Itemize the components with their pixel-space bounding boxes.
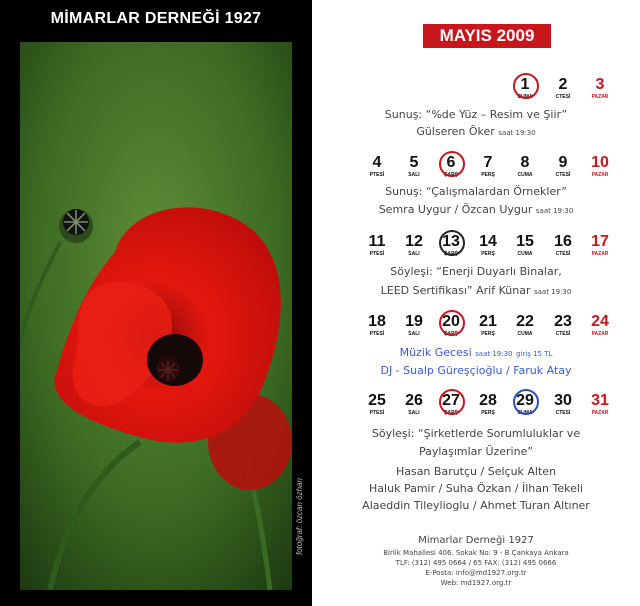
event-5-speakers-3: Alaeddin Tileylioglu / Ahmet Turan Altıner: [362, 499, 590, 512]
highlight-circle: [439, 151, 465, 177]
day-11: 11 PTESİ: [368, 233, 386, 257]
event-3-title: Söyleşi: “Enerji Duyarlı Binalar,: [390, 265, 562, 278]
day-3: 3 PAZAR: [591, 76, 609, 100]
event-1-title: Sunuş: “%de Yüz – Resim ve Şiir”: [384, 108, 568, 121]
event-4-performers: DJ - Sualp Güreşçioğlu / Faruk Atay: [380, 364, 572, 377]
day-14: 14 PERŞ: [479, 233, 497, 257]
event-5-subtitle: Paylaşımlar Üzerine”: [418, 445, 534, 458]
day-8: 8 CUMA: [517, 154, 533, 178]
highlight-circle: [513, 389, 539, 415]
event-2-presenter: Semra Uygur / Özcan Uygur saat 19:30: [378, 203, 574, 216]
day-4: 4 PTESİ: [369, 154, 385, 178]
calendar-panel: [312, 0, 640, 606]
day-15: 15 CUMA: [516, 233, 534, 257]
day-29: 29 CUMA: [510, 392, 540, 416]
highlight-circle: [439, 230, 465, 256]
event-4-title: Müzik Gecesi saat 19:30 giriş 15 TL: [399, 346, 553, 359]
event-2-title: Sunuş: “Çalışmalardan Örnekler”: [385, 185, 567, 198]
footer-address: Birlik Mahallesi 406. Sokak No: 9 - B Çankaya Ankara: [383, 549, 569, 557]
association-title: MİMARLAR DERNEĞİ 1927: [50, 10, 262, 27]
day-9: 9 CTESİ: [555, 154, 571, 178]
day-24: 24 PAZAR: [591, 313, 609, 337]
day-23: 23 CTESİ: [554, 313, 572, 337]
day-2: 2 CTESİ: [555, 76, 571, 100]
event-5-speakers-1: Hasan Barutçu / Selçuk Alten: [395, 465, 557, 478]
event-1-presenter: Gülseren Öker saat 19:30: [416, 125, 536, 138]
day-1: 1 CUMA: [510, 76, 540, 100]
day-12: 12 SALI: [405, 233, 423, 257]
day-13: 13 ÇARŞ: [436, 233, 466, 257]
day-10: 10 PAZAR: [591, 154, 609, 178]
day-16: 16 CTESİ: [554, 233, 572, 257]
day-6: 6 ÇARŞ: [436, 154, 466, 178]
poppy-photo: [20, 42, 292, 590]
day-21: 21 PERŞ: [479, 313, 497, 337]
event-5-speakers-2: Haluk Pamir / Suha Özkan / İlhan Tekeli: [369, 482, 583, 495]
day-30: 30 CTESİ: [554, 392, 572, 416]
day-17: 17 PAZAR: [591, 233, 609, 257]
event-5-title: Söyleşi: “Şirketlerde Sorumluluklar ve: [371, 427, 581, 440]
day-28: 28 PERŞ: [479, 392, 497, 416]
month-title: MAYIS 2009: [423, 24, 551, 48]
day-25: 25 PTESİ: [368, 392, 386, 416]
highlight-circle: [439, 310, 465, 336]
photo-credit: fotoğraf: özcan özhan: [295, 478, 304, 555]
day-26: 26 SALI: [405, 392, 423, 416]
footer-web: Web: md1927.org.tr: [440, 579, 512, 587]
day-20: 20 ÇARŞ: [436, 313, 466, 337]
highlight-circle: [439, 389, 465, 415]
day-18: 18 PTESİ: [368, 313, 386, 337]
footer-org: Mimarlar Derneği 1927: [418, 535, 534, 546]
day-7: 7 PERŞ: [481, 154, 495, 178]
day-31: 31 PAZAR: [591, 392, 609, 416]
event-3-presenter: LEED Sertifikası” Arif Künar saat 19:30: [380, 284, 572, 297]
day-27: 27 ÇARŞ: [436, 392, 466, 416]
day-19: 19 SALI: [405, 313, 423, 337]
day-22: 22 CUMA: [516, 313, 534, 337]
footer-phone: TLF: (312) 495 0664 / 65 FAX: (312) 495 0666: [395, 559, 557, 567]
day-5: 5 SALI: [408, 154, 420, 178]
highlight-circle: [513, 73, 539, 99]
footer-email: E-Posta: info@md1927.org.tr: [425, 569, 527, 577]
left-panel: [0, 0, 312, 606]
